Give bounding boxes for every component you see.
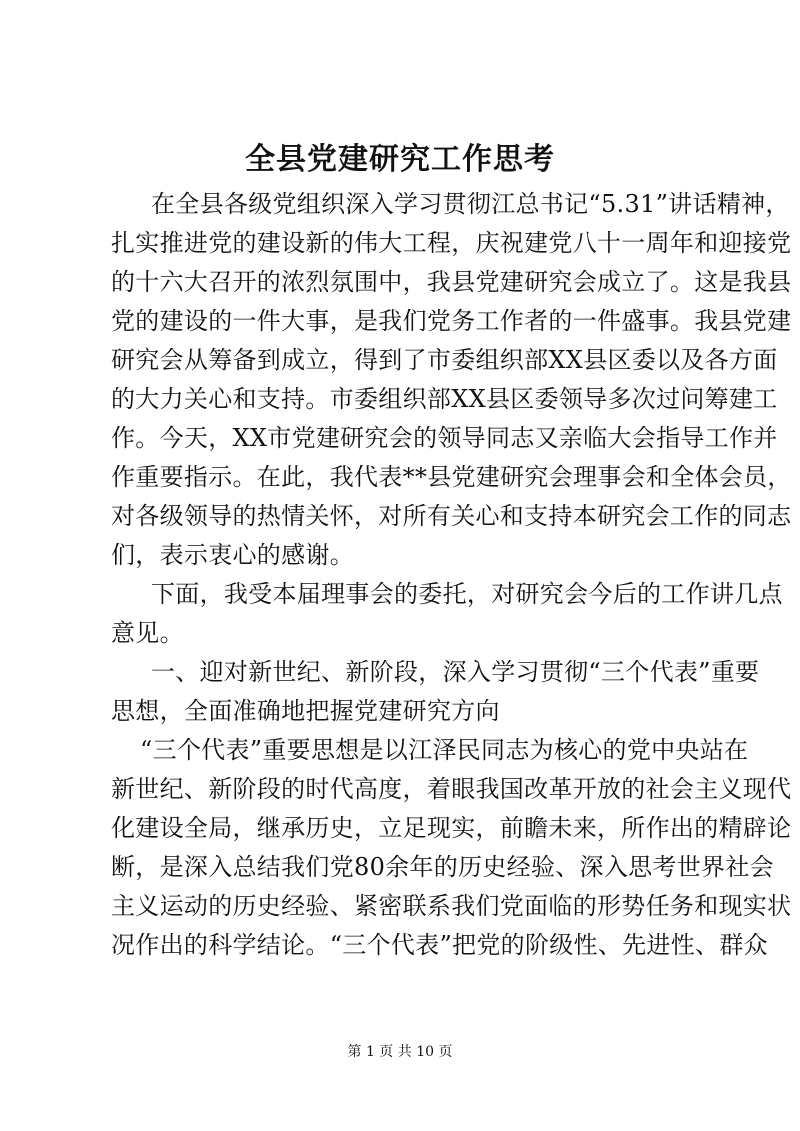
paragraph-line: 作重要指示。在此，我代表**县党建研究会理事会和全体会员，: [111, 463, 792, 491]
paragraph-line: 在全县各级党组织深入学习贯彻江总书记“5.31”讲话精神，: [151, 190, 790, 218]
paragraph-line: 的大力关心和支持。市委组织部XX县区委领导多次过问筹建工: [111, 385, 778, 413]
paragraph-line: “三个代表”重要思想是以江泽民同志为核心的党中央站在: [140, 736, 749, 764]
document-title: 全县党建研究工作思考: [245, 142, 555, 177]
section-heading-line: 一、迎对新世纪、新阶段，深入学习贯彻“三个代表”重要: [151, 658, 760, 686]
paragraph-line: 们，表示衷心的感谢。: [111, 541, 354, 569]
page-footer: 第 1 页 共 10 页: [347, 1044, 453, 1060]
paragraph-line: 对各级领导的热情关怀，对所有关心和支持本研究会工作的同志: [111, 502, 792, 530]
paragraph-line: 研究会从筹备到成立，得到了市委组织部XX县区委以及各方面: [111, 346, 778, 374]
section-heading-line: 思想，全面准确地把握党建研究方向: [111, 697, 500, 725]
paragraph-line: 况作出的科学结论。“三个代表”把党的阶级性、先进性、群众: [111, 931, 768, 959]
paragraph-line: 的十六大召开的浓烈氛围中，我县党建研究会成立了。这是我县: [111, 268, 792, 296]
paragraph-line: 党的建设的一件大事，是我们党务工作者的一件盛事。我县党建: [111, 307, 792, 335]
paragraph-line: 化建设全局，继承历史，立足现实，前瞻未来，所作出的精辟论: [111, 814, 792, 842]
paragraph-line: 断，是深入总结我们党80余年的历史经验、深入思考世界社会: [111, 853, 774, 881]
paragraph-line: 新世纪、新阶段的时代高度，着眼我国改革开放的社会主义现代: [111, 775, 792, 803]
paragraph-line: 主义运动的历史经验、紧密联系我们党面临的形势任务和现实状: [111, 892, 792, 920]
paragraph-line: 作。今天，XX市党建研究会的领导同志又亲临大会指导工作并: [111, 424, 778, 452]
paragraph-line: 扎实推进党的建设新的伟大工程，庆祝建党八十一周年和迎接党: [111, 229, 792, 257]
paragraph-line: 下面，我受本届理事会的委托，对研究会今后的工作讲几点: [151, 580, 783, 608]
paragraph-line: 意见。: [111, 619, 184, 647]
